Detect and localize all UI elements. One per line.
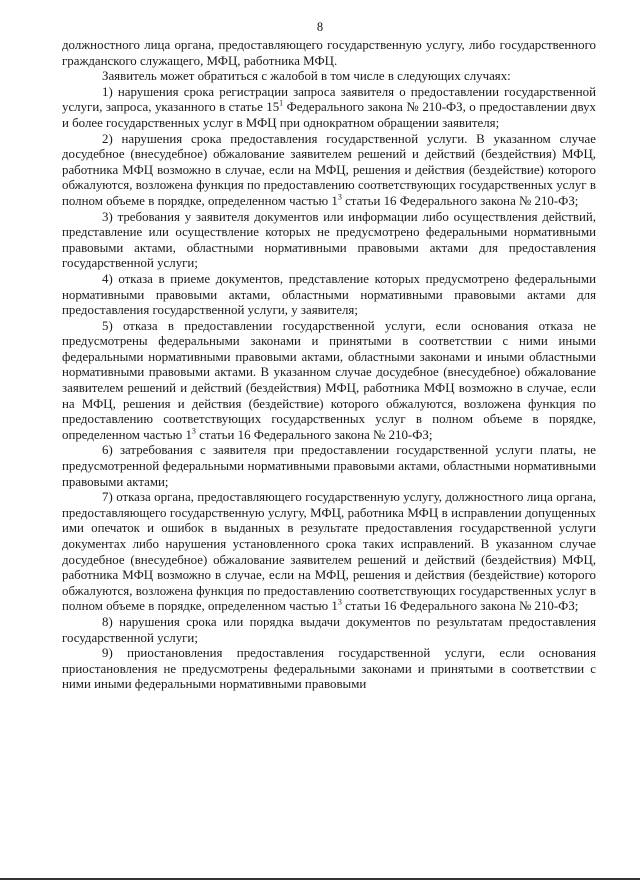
list-item-3: 3) требования у заявителя документов или информации либо осуществления действий, представление или осуществление которых не предусмотрено федеральными нормативными правовыми актами, областными нормативными правовыми актами для предоставления государственной услуги; <box>62 209 596 271</box>
list-item-9: 9) приостановления предоставления государственной услуги, если основания приостановления не предусмотрены федеральными законами и принятыми в соответствии с ними иными федеральными нормативными правовыми <box>62 646 596 692</box>
list-item-2: 2) нарушения срока предоставления государственной услуги. В указанном случае досудебное (внесудебное) обжалование заявителем решений и действий (бездействия) МФЦ, работника МФЦ возможно в случае, если на МФЦ, решения и действия (бездействие) которого обжалуются, возложена функция по предоставлению соответствующих государственных услуг в полном объеме в порядке, определенном частью $1^3$ статьи 16 Федерального закона № 210-ФЗ; <box>62 131 596 208</box>
list-item-5: 5) отказа в предоставлении государственной услуги, если основания отказа не предусмотрены федеральными законами и принятыми в соответствии с ними иными федеральными нормативными правовыми актами, областными законами и иными областными нормативными правовыми актами. В указанном случае досудебное (внесудебное) обжалование заявителем решений и действий (бездействия) МФЦ, работника МФЦ возможно в случае, если на МФЦ, решения и действия (бездействие) которого обжалуются, возложена функция по предоставлению соответствующих государственных услуг в полном объеме в порядке, определенном частью $1^3$ статьи 16 Федерального закона № 210-ФЗ; <box>62 318 596 442</box>
list-item-7: 7) отказа органа, предоставляющего государственную услугу, должностного лица органа, предоставляющего государственную услугу, МФЦ, работника МФЦ в исправлении допущенных ими опечаток и ошибок в выданных в результате предоставления государственной услуги документах либо нарушения установленного срока таких исправлений. В указанном случае досудебное (внесудебное) обжалование заявителем решений и действий (бездействия) МФЦ, работника МФЦ возможно в случае, если на МФЦ, решения и действия (бездействие) которого обжалуются, возложена функция по предоставлению соответствующих государственных услуг в полном объеме в порядке, определенном частью $1^3$ статьи 16 Федерального закона № 210-ФЗ; <box>62 490 596 614</box>
page-number: 8 <box>316 20 324 34</box>
list-item-1: 1) нарушения срока регистрации запроса заявителя о предоставлении государственной услуги, запроса, указанного в статье $15^1$ Федерального закона № 210-ФЗ, о предоставлении двух и более государственных услуг в МФЦ при однократном обращении заявителя; <box>62 84 596 130</box>
list-item-4: 4) отказа в приеме документов, представление которых предусмотрено федеральными нормативными правовыми актами, областными нормативными правовыми актами для предоставления государственной услуги, у заявителя; <box>62 271 596 318</box>
list-item-8: 8) нарушения срока или порядка выдачи документов по результатам предоставления государственной услуги; <box>62 614 596 645</box>
paragraph-intro: Заявитель может обратиться с жалобой в том числе в следующих случаях: <box>102 69 511 84</box>
list-item-6: 6) затребования с заявителя при предоставлении государственной услуги платы, не предусмотренной федеральными нормативными правовыми актами, областными нормативными правовыми актами; <box>62 443 596 489</box>
document-body <box>62 38 596 693</box>
paragraph-continuation: должностного лица органа, предоставляющего государственную услугу, либо государственного гражданского служащего, МФЦ, работника МФЦ. <box>62 38 596 68</box>
bottom-rule <box>0 878 640 880</box>
